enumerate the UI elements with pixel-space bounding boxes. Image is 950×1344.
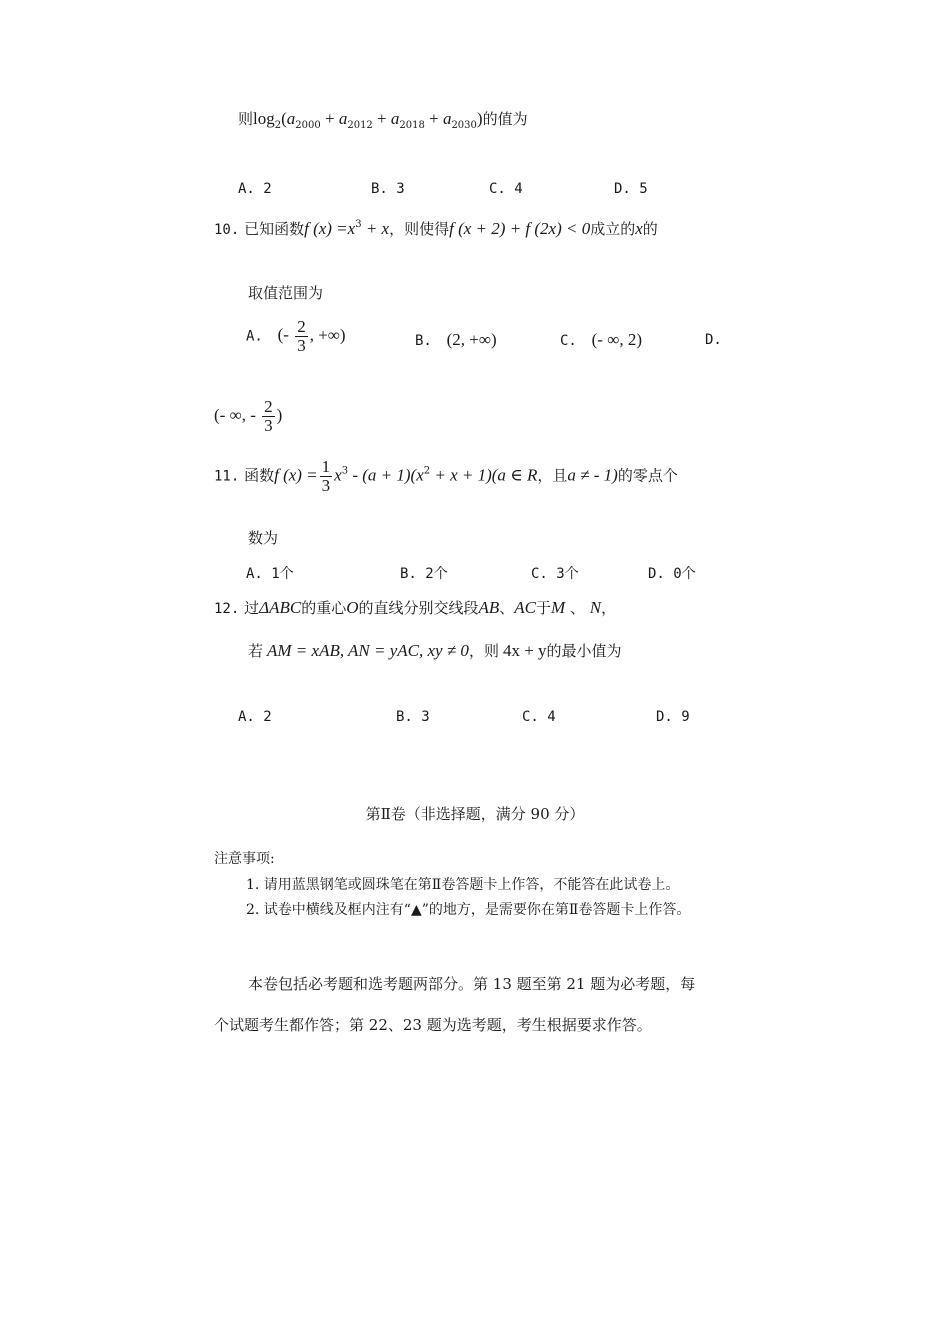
q12-sep: 、 xyxy=(499,599,515,617)
q10-option-d-post: ) xyxy=(276,405,283,425)
q9-option-d: D. 5 xyxy=(614,181,648,197)
q12-text5: ，则 xyxy=(468,642,499,660)
q10-var: x xyxy=(635,219,643,238)
q10-option-d-label: D. xyxy=(705,332,722,348)
q10-option-a xyxy=(246,318,346,355)
q9-log: log xyxy=(253,109,275,128)
q10-option-d-num: 2 xyxy=(264,397,273,416)
q11-exp2: 2 xyxy=(423,465,431,477)
q9-sub1: 2000 xyxy=(295,120,321,131)
q12-expression: 4x + y xyxy=(502,641,547,660)
q10-inequality: f (x + 2) + f (2x) < 0 xyxy=(449,219,591,238)
q9-a4: a xyxy=(442,109,452,128)
q9-option-b: B. 3 xyxy=(371,181,405,197)
q11-option-d: D. 0个 xyxy=(648,566,696,582)
q9-a3: a xyxy=(390,109,400,128)
q11-x: x xyxy=(334,465,342,485)
q12-text2: 的重心 xyxy=(301,599,347,617)
q10-option-c xyxy=(560,330,642,350)
q11-line2: 数为 xyxy=(248,529,279,547)
q12-option-d: D. 9 xyxy=(656,709,690,725)
q10-option-d-pre: (- ∞, - xyxy=(214,405,261,425)
q9-plus3: + xyxy=(424,109,443,128)
q9-close-paren: ) xyxy=(476,109,483,128)
q10-option-c-label: C. xyxy=(560,333,577,349)
q11-mid: - (a + 1)(x xyxy=(348,465,424,485)
q12-text6: 的最小值为 xyxy=(546,642,622,660)
q11-fraction-den: 3 xyxy=(321,475,331,495)
q9-suffix: 的值为 xyxy=(482,110,528,128)
q9-option-a: A. 2 xyxy=(238,181,272,197)
q12-stem xyxy=(214,597,616,618)
q11-fraction-num: 1 xyxy=(321,457,331,476)
q10-option-b xyxy=(415,330,497,350)
q11-text3: 的零点个 xyxy=(617,466,678,485)
section-paragraph-line2: 个试题考生都作答；第 22、23 题为选考题，考生根据要求作答。 xyxy=(214,1016,652,1034)
q12-point-n: N xyxy=(589,598,602,617)
q9-prefix: 则 xyxy=(238,110,254,128)
q10-text3: 成立的 xyxy=(590,220,636,238)
note-item-1: 1. 请用蓝黑钢笔或圆珠笔在第Ⅱ卷答题卡上作答，不能答在此试卷上。 xyxy=(246,877,680,893)
q12-number: 12. xyxy=(214,601,240,617)
q11-exp3: 3 xyxy=(341,465,349,477)
q10-stem xyxy=(214,218,658,239)
q9-option-c: C. 4 xyxy=(489,181,523,197)
q9-log-base: 2 xyxy=(274,120,282,131)
q11-condition: a ≠ - 1) xyxy=(567,465,618,485)
q9-a2: a xyxy=(338,109,348,128)
q12-if: 若 xyxy=(248,642,264,660)
q12-triangle: ΔABC xyxy=(259,598,302,617)
q9-sub3: 2018 xyxy=(399,120,425,131)
q12-text1: 过 xyxy=(244,599,260,617)
q10-option-c-value: (- ∞, 2) xyxy=(591,330,642,349)
q10-func: f (x) =x xyxy=(304,219,356,238)
q12-segment-ac: AC xyxy=(514,598,537,617)
q10-text1: 已知函数 xyxy=(244,220,305,238)
q10-line2: 取值范围为 xyxy=(248,284,324,302)
q10-option-a-den: 3 xyxy=(297,335,306,355)
q11-mid2: + x + 1)(a ∈ R xyxy=(430,465,538,485)
q10-option-a-num: 2 xyxy=(297,317,306,336)
q12-option-c: C. 4 xyxy=(522,709,556,725)
q10-option-b-label: B. xyxy=(415,333,432,349)
q11-text1: 函数 xyxy=(244,466,275,485)
q10-option-b-value: (2, +∞) xyxy=(446,330,497,349)
q10-func-tail: + x xyxy=(361,219,390,238)
q11-func-pre: f (x) = xyxy=(274,465,318,485)
q10-option-d-den: 3 xyxy=(264,415,273,435)
section-paragraph-line1: 本卷包括必考题和选考题两部分。第 13 题至第 21 题为必考题，每 xyxy=(248,975,696,993)
q9-open-paren: ( xyxy=(281,109,287,128)
q12-segment-ab: AB xyxy=(478,598,500,617)
q10-text2: ，则使得 xyxy=(389,220,450,238)
q9-sub2: 2012 xyxy=(347,120,373,131)
q9-a1: a xyxy=(286,109,296,128)
q12-line2 xyxy=(248,640,622,661)
q10-option-a-pre: (- xyxy=(277,325,294,345)
q10-option-a-fraction xyxy=(295,318,308,355)
q10-option-d-fraction xyxy=(262,398,275,435)
q12-text3: 的直线分别交线段 xyxy=(358,599,479,617)
q12-option-b: B. 3 xyxy=(396,709,430,725)
q12-option-a: A. 2 xyxy=(238,709,272,725)
q12-point-m: M xyxy=(551,598,566,617)
q11-stem xyxy=(214,458,678,495)
q10-option-d-value xyxy=(214,398,282,435)
q12-point-o: O xyxy=(346,598,359,617)
q11-text2: ，且 xyxy=(537,466,568,485)
q10-text4: 的 xyxy=(642,220,658,238)
q9-plus1: + xyxy=(320,109,339,128)
q11-fraction xyxy=(320,458,333,495)
q10-option-a-label: A. xyxy=(246,328,263,345)
q11-option-a: A. 1个 xyxy=(246,566,294,582)
q10-option-a-post: , +∞) xyxy=(309,325,346,345)
note-item-2: 2. 试卷中横线及框内注有“▲”的地方，是需要你在第Ⅱ卷答题卡上作答。 xyxy=(246,902,691,918)
q12-text4: 于 xyxy=(536,599,552,617)
q12-condition: AM = xAB, AN = yAC, xy ≠ 0 xyxy=(267,641,469,660)
q11-option-c: C. 3个 xyxy=(531,566,579,582)
q10-number: 10. xyxy=(214,222,240,238)
q9-plus2: + xyxy=(372,109,391,128)
notes-title: 注意事项: xyxy=(214,851,275,867)
q11-option-b: B. 2个 xyxy=(400,566,448,582)
q12-comma: ， xyxy=(601,599,617,617)
q11-number: 11. xyxy=(214,468,240,485)
q9-sub4: 2030 xyxy=(451,120,477,131)
q9-stem xyxy=(238,108,528,131)
q10-exp: 3 xyxy=(355,219,362,230)
section-title: 第Ⅱ卷（非选择题，满分 90 分） xyxy=(365,805,585,823)
q12-sep2: 、 xyxy=(565,599,590,617)
